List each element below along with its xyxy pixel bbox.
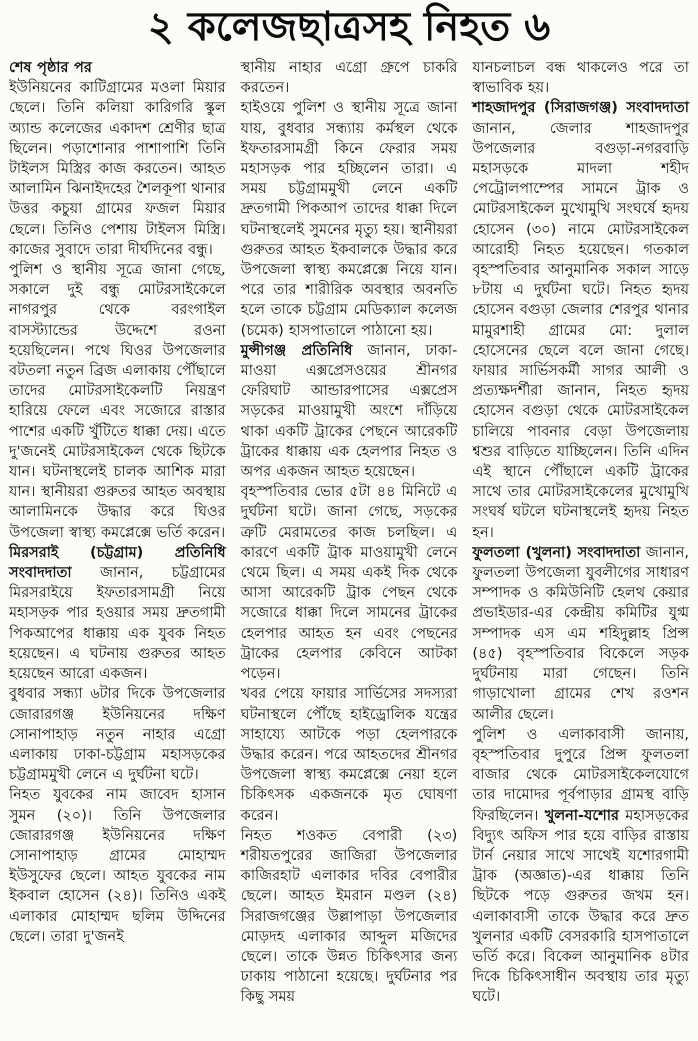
paragraph (241, 482, 458, 684)
body-text: যানচলাচল বন্ধ থাকলেও পরে তা স্বাভাবিক হয়। (472, 60, 690, 97)
body-text: পুলিশ ও স্থানীয় সূত্রে জানা গেছে, সকালে দুই বন্ধু মোটরসাইকেলে নাগরপুর থেকে বরংগাইল বাসস্ট্যান্ডের উদ্দেশে রওনা হয়েছিলেন। পথে ঘিওর উপজেলার বটতলা নতুন ব্রিজ এলাকায় পৌঁছালে তাদের মোটরসাইকেলটি নিয়ন্ত্রণ হারিয়ে ফেলে এবং সজোরে রাস্তার পাশের একটি খুঁটিতে ধাক্কা দেয়। এতে দু'জনেই মোটরসাইকেল থেকে ছিটকে যান। ঘটনাস্থলেই চালক আশিক মারা যান। স্থানীয়রা গুরুতর আহত অবস্থায় আলামিনকে উদ্ধার করে ঘিওর উপজেলা স্বাস্থ্য কমপ্লেক্সে ভর্তি করেন। (9, 262, 226, 541)
body-text: পুলিশ ও এলাকাবাসী জানায়, বৃহস্পতিবার দুপুরে প্রিন্স ফুলতলা বাজার থেকে মোটরসাইকেলযোগে তার দামোদর পূর্বপাড়ার গ্রামস্থ বাড়ি ফিরছিলেন। (472, 726, 690, 824)
paragraph (9, 78, 226, 260)
body-text: নিহত শওকত বেপারী (২৩) শরীয়তপুরের জাজিরা উপজেলার কাজিরহাট এলাকার দবির বেপারীর ছেলে। আহত ইমরান মণ্ডল (২৪) সিরাজগঞ্জের উল্লাপাড়া উপজেলার মোড়দহ এলাকার আব্দুল মজিদের ছেলে। তাকে উন্নত চিকিৎসার জন্য ঢাকায় পাঠানো হয়েছে। দুর্ঘটনার পর কিছু সময় (240, 827, 458, 1006)
paragraph (472, 58, 689, 98)
paragraph (472, 543, 689, 725)
article-columns (9, 58, 689, 1008)
dateline-bold-text: মিরসরাই (চট্টগ্রাম) প্রতিনিধি সংবাদদাতা (9, 544, 226, 582)
dateline-bold-text: মুন্সীগঞ্জ প্রতিনিধি (240, 342, 353, 359)
body-text: ইউনিয়নের কাটিগ্রামের মওলা মিয়ার ছেলে। তিনি কলিয়া কারিগরি স্কুল অ্যান্ড কলেজের একাদশ শ্রেণীর ছাত্র ছিলেন। পড়াশোনার পাশাপাশি তিনি টাইলস মিস্ত্রির কাজ করতেন। আহত আলামিন ঝিনাইদহের শৈলকূপা থানার উত্তর কচুয়া গ্রামের ফজল মিয়ার ছেলে। তিনিও পেশায় টাইলস মিস্ত্রি। কাজের সুবাদে তারা দীর্ঘদিনের বন্ধু। (9, 80, 226, 258)
body-text: মহাসড়কের বিদ্যুৎ অফিস পার হয়ে বাড়ির রাস্তায় টার্ন নেয়ার সাথে সাথেই যশোরগামী ট্রাক (অজ্ঞাত)-এর ধাক্কায় তিনি ছিটকে পড়ে গুরুতর জখম হন। এলাকাবাসী তাকে উদ্ধার করে দ্রুত খুলনার একটি বেসরকারি হাসপাতালে ভর্তি করে। বিকেল আনুমানিক ৪টার দিকে চিকিৎসাধীন অবস্থায় তার মৃত্যু ঘটে। (472, 807, 690, 1006)
paragraph (9, 260, 226, 543)
paragraph (472, 725, 689, 1008)
paragraph (9, 58, 226, 78)
paragraph (241, 58, 458, 98)
paragraph (9, 684, 226, 785)
body-text: জানান, জেলার শাহজাদপুর উপজেলার বগুড়া-নগরবাড়ি মহাসড়কে মাদলা শহীদ পেট্রোলপাম্পের সামনে ট্রাক ও মোটরসাইকেল মুখোমুখি সংঘর্ষে হৃদয় হোসেন (৩০) নামে মোটরসাইকেল আরোহী নিহত হয়েছেন। গতকাল বৃহস্পতিবার আনুমানিক সকাল সাড়ে ৮টায় এ দুর্ঘটনা ঘটে। নিহত হৃদয় হোসেন বগুড়া জেলার শেরপুর থানার মামুরশাহী গ্রামের মো: দুলাল হোসেনের ছেলে বলে জানা গেছে। ফায়ার সার্ভিসকর্মী সাগর আলী ও প্রত্যক্ষদর্শীরা জানান, নিহত হৃদয় হোসেন বগুড়া থেকে মোটরসাইকেল চালিয়ে পাবনার বেড়া উপজেলায় শ্বশুর বাড়িতে যাচ্ছিলেন। তিনি এদিন এই স্থানে পৌঁছালে একটি ট্রাকের সাথে তার মোটরসাইকেলের মুখোমুখি সংঘর্ষ ঘটলে ঘটনাস্থলেই হৃদয় নিহত হন। (472, 120, 690, 541)
dateline-bold-text: খুলনা-যশোর (544, 807, 619, 824)
paragraph (241, 98, 458, 340)
body-text: বৃহস্পতিবার ভোর ৫টা ৪৪ মিনিটে এ দুর্ঘটনা ঘটে। জানা গেছে, সড়কের ত্রুটি মেরামতের কাজ চলছিল। এ কারণে একটি ট্রাক মাওয়ামুখী লেনে থেমে ছিল। এ সময় একই দিক থেকে আসা আরেকটি ট্রাক পেছন থেকে সজোরে ধাক্কা দিলে সামনের ট্রাকের হেলপার আহত হন এবং পেছনের ট্রাকের হেলপার কেবিনে আটকা পড়েন। (240, 484, 458, 683)
body-text: খবর পেয়ে ফায়ার সার্ভিসের সদস্যরা ঘটনাস্থলে পৌঁছে হাইড্রোলিক যন্ত্রের সাহায্যে আটকে পড়া হেলপারকে উদ্ধার করেন। পরে আহতদের শ্রীনগর উপজেলা স্বাস্থ্য কমপ্লেক্সে নেয়া হলে চিকিৎসক একজনকে মৃত ঘোষণা করেন। (240, 686, 458, 824)
article-column-2 (241, 58, 458, 1008)
paragraph (472, 98, 689, 542)
paragraph (9, 785, 226, 947)
body-text: জানান, চট্টগ্রামের মিরসরাইয়ে ইফতারসামগ্রী নিয়ে মহাসড়ক পার হওয়ার সময় দ্রুতগামী পিকআপের ধাক্কায় এক যুবক নিহত হয়েছেন। এ ঘটনায় গুরুতর আহত হয়েছেন আরো একজন। (9, 565, 226, 683)
body-text: হাইওয়ে পুলিশ ও স্থানীয় সূত্রে জানা যায়, বুধবার সন্ধ্যায় কর্মস্থল থেকে ইফতারসামগ্রী কিনে ফেরার সময় মহাসড়ক পার হচ্ছিলেন তারা। এ সময় চট্টগ্রামমুখী লেনে একটি দ্রুতগামী পিকআপ তাদের ধাক্কা দিলে ঘটনাস্থলেই সুমনের মৃত্যু হয়। স্থানীয়রা গুরুতর আহত ইকবালকে উদ্ধার করে উপজেলা স্বাস্থ্য কমপ্লেক্সে নিয়ে যান। পরে তার শারীরিক অবস্থার অবনতি হলে তাকে চট্টগ্রাম মেডিক্যাল কলেজ (চমেক) হাসপাতালে পাঠানো হয়। (240, 100, 458, 339)
dateline-bold-text: ফুলতলা (খুলনা) সংবাদদাতা (472, 544, 641, 561)
paragraph (9, 543, 226, 684)
paragraph (241, 341, 458, 482)
body-text: জানান, ফুলতলা উপজেলা যুবলীগের সাধারণ সম্পাদক ও কমিউনিটি হেলথ কেয়ার প্রভাইডার-এর কেন্দ্রীয় কমিটির যুগ্ম সম্পাদক এস এম শহিদুল্লাহ প্রিন্স (৪৫) বৃহস্পতিবার বিকেলে সড়ক দুর্ঘটনায় মারা গেছেন। তিনি গাড়াখোলা গ্রামের শেখ রওশন আলীর ছেলে। (472, 544, 690, 723)
article-column-3 (472, 58, 689, 1008)
body-text: জানান, ঢাকা-মাওয়া এক্সপ্রেসওয়ের শ্রীনগর ফেরিঘাট আন্ডারপাসের এক্সপ্রেস সড়কের মাওয়ামুখী অংশে দাঁড়িয়ে থাকা একটি ট্রাকের পেছনে আরেকটি ট্রাকের ধাক্কায় এক হেলপার নিহত ও অপর একজন আহত হয়েছেন। (240, 342, 458, 481)
body-text: স্থানীয় নাহার এগ্রো গ্রুপে চাকরি করতেন। (240, 60, 458, 97)
body-text: বুধবার সন্ধ্যা ৬টার দিকে উপজেলার জোরারগঞ্জ ইউনিয়নের দক্ষিণ সোনাপাহাড় নতুন নাহার এগ্রো এলাকায় ঢাকা-চট্টগ্রাম মহাসড়কের চট্টগ্রামমুখী লেনে এ দুর্ঘটনা ঘটে। (9, 686, 226, 784)
paragraph (241, 826, 458, 1008)
article-headline: ২ কলেজছাত্রসহ নিহত ৬ (147, 4, 551, 50)
paragraph (241, 684, 458, 825)
dateline-bold-text: শেষ পৃষ্ঠার পর (9, 60, 92, 76)
body-text: নিহত যুবকের নাম জাবেদ হাসান সুমন (২০)। তিনি উপজেলার জোরারগঞ্জ ইউনিয়নের দক্ষিণ সোনাপাহাড় গ্রামের মোহাম্মদ ইউসুফের ছেলে। আহত যুবকের নাম ইকবাল হোসেন (২৪)। তিনিও একই এলাকার মোহাম্মদ ছলিম উদ্দিনের ছেলে। তারা দু'জনই (9, 787, 226, 945)
article-column-1 (9, 58, 226, 947)
dateline-bold-text: শাহজাদপুর (সিরাজগঞ্জ) সংবাদদাতা (472, 100, 690, 117)
